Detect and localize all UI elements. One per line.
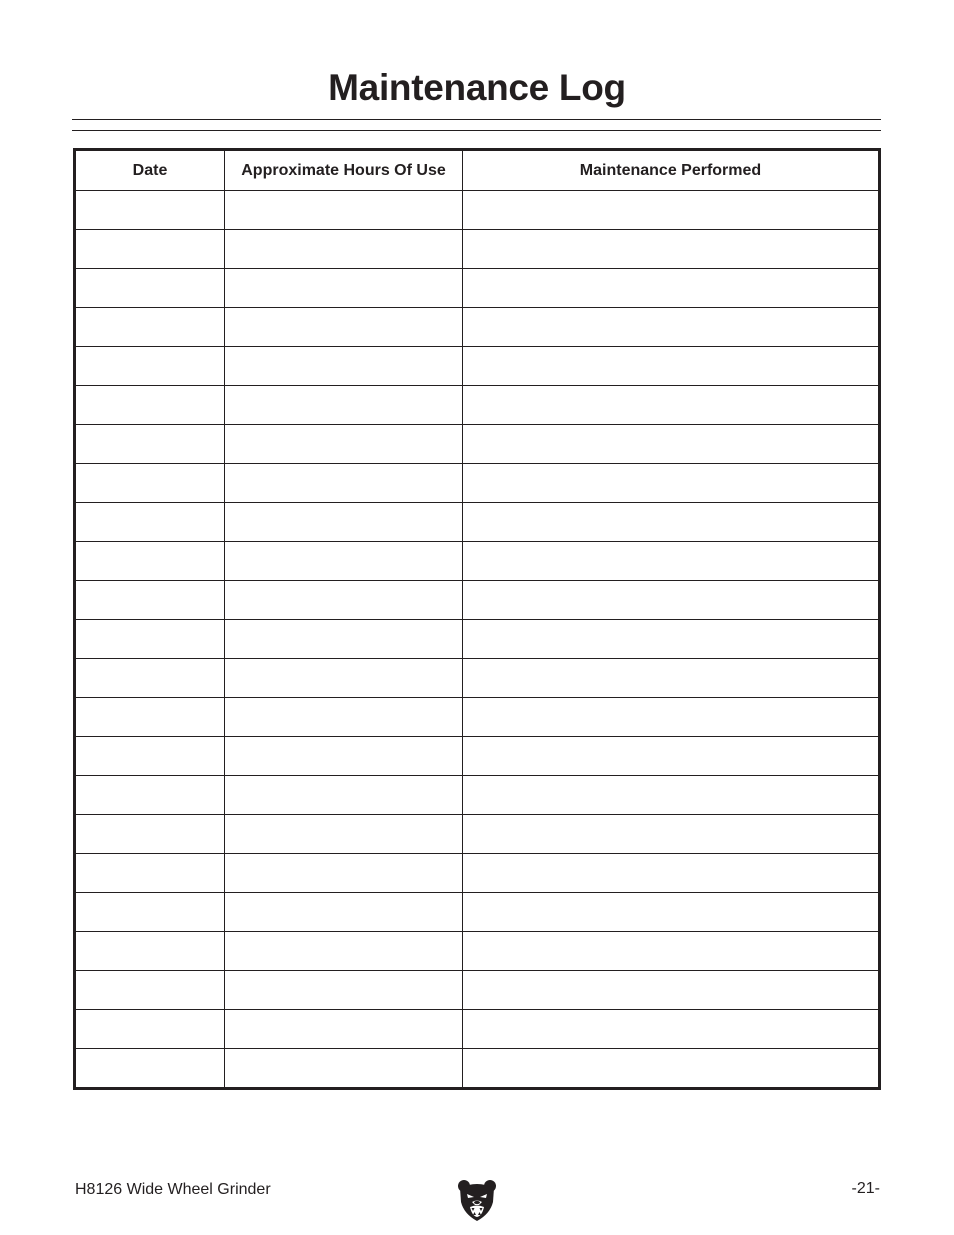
maintenance-cell [463,581,880,620]
maintenance-cell [463,737,880,776]
table-row [75,932,880,971]
date-cell [75,1049,225,1089]
hours-cell [225,230,463,269]
hours-cell [225,776,463,815]
table-row [75,1049,880,1089]
title-rule-top [72,119,881,120]
title-rule-bottom [72,130,881,131]
date-cell [75,776,225,815]
date-cell [75,854,225,893]
maintenance-cell [463,269,880,308]
table-row [75,971,880,1010]
table-row [75,854,880,893]
table-row [75,893,880,932]
maintenance-cell [463,971,880,1010]
table-row [75,347,880,386]
maintenance-cell [463,698,880,737]
footer-page-number: -21- [851,1180,880,1197]
hours-cell [225,932,463,971]
hours-cell [225,620,463,659]
date-cell [75,815,225,854]
hours-cell [225,425,463,464]
date-cell [75,191,225,230]
date-cell [75,542,225,581]
date-cell [75,386,225,425]
footer-model-name: H8126 Wide Wheel Grinder [75,1181,271,1198]
date-cell [75,1010,225,1049]
maintenance-cell [463,620,880,659]
maintenance-cell [463,425,880,464]
table-row [75,503,880,542]
date-cell [75,308,225,347]
hours-cell [225,191,463,230]
date-cell [75,464,225,503]
date-cell [75,893,225,932]
date-cell [75,932,225,971]
hours-cell [225,737,463,776]
table-row [75,698,880,737]
table-body [75,191,880,1089]
hours-cell [225,893,463,932]
date-cell [75,737,225,776]
table-row [75,386,880,425]
maintenance-cell [463,1049,880,1089]
maintenance-cell [463,464,880,503]
maintenance-cell [463,659,880,698]
table-row [75,776,880,815]
hours-cell [225,659,463,698]
table-row [75,191,880,230]
hours-cell [225,269,463,308]
date-cell [75,620,225,659]
hours-cell [225,698,463,737]
maintenance-cell [463,854,880,893]
date-cell [75,698,225,737]
maintenance-cell [463,386,880,425]
maintenance-cell [463,815,880,854]
table-row [75,464,880,503]
maintenance-cell [463,191,880,230]
table-row [75,230,880,269]
hours-cell [225,1010,463,1049]
hours-cell [225,971,463,1010]
maintenance-cell [463,308,880,347]
table-row [75,308,880,347]
hours-cell [225,464,463,503]
table-row [75,269,880,308]
maintenance-cell [463,230,880,269]
date-cell [75,230,225,269]
table-row [75,581,880,620]
maintenance-cell [463,932,880,971]
table-header-row [75,150,880,191]
bear-head-icon [457,1178,497,1222]
maintenance-cell [463,503,880,542]
hours-cell [225,1049,463,1089]
column-header-hours: Approximate Hours Of Use [225,150,463,191]
page-title: Maintenance Log [328,67,626,108]
hours-cell [225,815,463,854]
date-cell [75,971,225,1010]
hours-cell [225,854,463,893]
date-cell [75,425,225,464]
table-row [75,425,880,464]
maintenance-cell [463,542,880,581]
hours-cell [225,503,463,542]
maintenance-log-table [73,148,881,1090]
table-row [75,542,880,581]
hours-cell [225,542,463,581]
hours-cell [225,347,463,386]
table-row [75,1010,880,1049]
maintenance-cell [463,347,880,386]
hours-cell [225,308,463,347]
date-cell [75,269,225,308]
date-cell [75,503,225,542]
hours-cell [225,386,463,425]
date-cell [75,581,225,620]
table-row [75,737,880,776]
table-row [75,620,880,659]
column-header-maintenance: Maintenance Performed [463,150,880,191]
maintenance-cell [463,893,880,932]
hours-cell [225,581,463,620]
date-cell [75,659,225,698]
column-header-date: Date [75,150,225,191]
table-row [75,815,880,854]
maintenance-cell [463,1010,880,1049]
table-row [75,659,880,698]
date-cell [75,347,225,386]
maintenance-cell [463,776,880,815]
